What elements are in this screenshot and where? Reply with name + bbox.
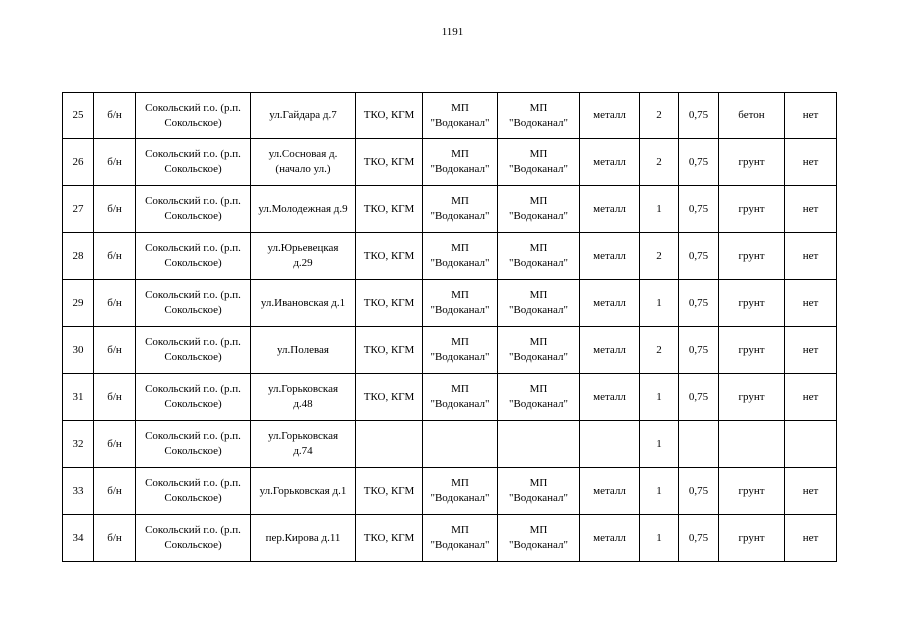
address-cell: ул.Юрьевецкая д.29: [251, 233, 356, 280]
registry-table: [62, 92, 837, 562]
container-count-cell: 1: [640, 421, 679, 468]
registry-number-cell: б/н: [94, 139, 136, 186]
address-cell: ул.Горьковская д.1: [251, 468, 356, 515]
container-material-cell: металл: [580, 515, 640, 562]
container-volume-cell: [679, 421, 719, 468]
fence-cell: нет: [785, 374, 837, 421]
page-number: 1191: [441, 26, 464, 38]
registry-number-cell: б/н: [94, 515, 136, 562]
municipality-cell: Сокольский г.о. (р.п. Сокольское): [136, 233, 251, 280]
container-material-cell: [580, 421, 640, 468]
owner-cell: МП "Водоканал": [423, 233, 498, 280]
operator-cell: МП "Водоканал": [498, 468, 580, 515]
owner-cell: МП "Водоканал": [423, 186, 498, 233]
registry-number-cell: б/н: [94, 280, 136, 327]
container-volume-cell: 0,75: [679, 233, 719, 280]
container-count-cell: 1: [640, 374, 679, 421]
address-cell: ул.Горьковская д.74: [251, 421, 356, 468]
container-material-cell: металл: [580, 374, 640, 421]
container-volume-cell: 0,75: [679, 327, 719, 374]
container-material-cell: металл: [580, 327, 640, 374]
registry-number-cell: б/н: [94, 327, 136, 374]
fence-cell: нет: [785, 327, 837, 374]
address-cell: ул.Горьковская д.48: [251, 374, 356, 421]
container-count-cell: 2: [640, 93, 679, 139]
container-count-cell: 2: [640, 327, 679, 374]
owner-cell: [423, 421, 498, 468]
row-number-cell: 26: [63, 139, 94, 186]
container-count-cell: 1: [640, 515, 679, 562]
owner-cell: МП "Водоканал": [423, 93, 498, 139]
operator-cell: МП "Водоканал": [498, 233, 580, 280]
container-volume-cell: 0,75: [679, 468, 719, 515]
operator-cell: МП "Водоканал": [498, 374, 580, 421]
municipality-cell: Сокольский г.о. (р.п. Сокольское): [136, 280, 251, 327]
fence-cell: нет: [785, 233, 837, 280]
container-count-cell: 2: [640, 139, 679, 186]
surface-type-cell: [719, 421, 785, 468]
operator-cell: МП "Водоканал": [498, 139, 580, 186]
table-body: [63, 93, 837, 562]
waste-type-cell: ТКО, КГМ: [356, 468, 423, 515]
operator-cell: МП "Водоканал": [498, 280, 580, 327]
container-volume-cell: 0,75: [679, 186, 719, 233]
municipality-cell: Сокольский г.о. (р.п. Сокольское): [136, 93, 251, 139]
address-cell: пер.Кирова д.11: [251, 515, 356, 562]
container-volume-cell: 0,75: [679, 280, 719, 327]
table-row: [63, 468, 837, 515]
operator-cell: МП "Водоканал": [498, 515, 580, 562]
row-number-cell: 25: [63, 93, 94, 139]
row-number-cell: 30: [63, 327, 94, 374]
surface-type-cell: грунт: [719, 186, 785, 233]
waste-type-cell: ТКО, КГМ: [356, 93, 423, 139]
row-number-cell: 29: [63, 280, 94, 327]
row-number-cell: 34: [63, 515, 94, 562]
address-cell: ул.Гайдара д.7: [251, 93, 356, 139]
operator-cell: МП "Водоканал": [498, 93, 580, 139]
waste-type-cell: [356, 421, 423, 468]
waste-type-cell: ТКО, КГМ: [356, 374, 423, 421]
registry-number-cell: б/н: [94, 421, 136, 468]
municipality-cell: Сокольский г.о. (р.п. Сокольское): [136, 421, 251, 468]
container-count-cell: 1: [640, 186, 679, 233]
fence-cell: нет: [785, 280, 837, 327]
container-volume-cell: 0,75: [679, 139, 719, 186]
container-material-cell: металл: [580, 233, 640, 280]
table-row: [63, 139, 837, 186]
row-number-cell: 32: [63, 421, 94, 468]
container-count-cell: 2: [640, 233, 679, 280]
surface-type-cell: грунт: [719, 280, 785, 327]
waste-type-cell: ТКО, КГМ: [356, 139, 423, 186]
container-material-cell: металл: [580, 93, 640, 139]
operator-cell: [498, 421, 580, 468]
waste-type-cell: ТКО, КГМ: [356, 327, 423, 374]
fence-cell: нет: [785, 515, 837, 562]
waste-type-cell: ТКО, КГМ: [356, 515, 423, 562]
container-count-cell: 1: [640, 468, 679, 515]
municipality-cell: Сокольский г.о. (р.п. Сокольское): [136, 139, 251, 186]
fence-cell: нет: [785, 186, 837, 233]
container-volume-cell: 0,75: [679, 93, 719, 139]
owner-cell: МП "Водоканал": [423, 468, 498, 515]
fence-cell: [785, 421, 837, 468]
registry-number-cell: б/н: [94, 233, 136, 280]
municipality-cell: Сокольский г.о. (р.п. Сокольское): [136, 468, 251, 515]
municipality-cell: Сокольский г.о. (р.п. Сокольское): [136, 327, 251, 374]
owner-cell: МП "Водоканал": [423, 139, 498, 186]
waste-type-cell: ТКО, КГМ: [356, 186, 423, 233]
container-material-cell: металл: [580, 280, 640, 327]
table-row: [63, 327, 837, 374]
registry-number-cell: б/н: [94, 468, 136, 515]
table-row: [63, 515, 837, 562]
fence-cell: нет: [785, 139, 837, 186]
municipality-cell: Сокольский г.о. (р.п. Сокольское): [136, 186, 251, 233]
surface-type-cell: грунт: [719, 327, 785, 374]
table-row: [63, 374, 837, 421]
container-count-cell: 1: [640, 280, 679, 327]
container-volume-cell: 0,75: [679, 374, 719, 421]
container-material-cell: металл: [580, 139, 640, 186]
owner-cell: МП "Водоканал": [423, 374, 498, 421]
table-row: [63, 93, 837, 139]
registry-number-cell: б/н: [94, 186, 136, 233]
row-number-cell: 31: [63, 374, 94, 421]
address-cell: ул.Молодежная д.9: [251, 186, 356, 233]
operator-cell: МП "Водоканал": [498, 186, 580, 233]
waste-type-cell: ТКО, КГМ: [356, 233, 423, 280]
owner-cell: МП "Водоканал": [423, 327, 498, 374]
table-row: [63, 186, 837, 233]
waste-type-cell: ТКО, КГМ: [356, 280, 423, 327]
fence-cell: нет: [785, 93, 837, 139]
operator-cell: МП "Водоканал": [498, 327, 580, 374]
table-row: [63, 280, 837, 327]
address-cell: ул.Ивановская д.1: [251, 280, 356, 327]
owner-cell: МП "Водоканал": [423, 515, 498, 562]
address-cell: ул.Сосновая д. (начало ул.): [251, 139, 356, 186]
container-volume-cell: 0,75: [679, 515, 719, 562]
surface-type-cell: грунт: [719, 515, 785, 562]
municipality-cell: Сокольский г.о. (р.п. Сокольское): [136, 374, 251, 421]
surface-type-cell: грунт: [719, 374, 785, 421]
fence-cell: нет: [785, 468, 837, 515]
row-number-cell: 28: [63, 233, 94, 280]
surface-type-cell: грунт: [719, 468, 785, 515]
municipality-cell: Сокольский г.о. (р.п. Сокольское): [136, 515, 251, 562]
owner-cell: МП "Водоканал": [423, 280, 498, 327]
container-material-cell: металл: [580, 186, 640, 233]
table-row: [63, 421, 837, 468]
row-number-cell: 27: [63, 186, 94, 233]
surface-type-cell: грунт: [719, 233, 785, 280]
registry-number-cell: б/н: [94, 93, 136, 139]
surface-type-cell: бетон: [719, 93, 785, 139]
surface-type-cell: грунт: [719, 139, 785, 186]
table-row: [63, 233, 837, 280]
address-cell: ул.Полевая: [251, 327, 356, 374]
registry-number-cell: б/н: [94, 374, 136, 421]
container-material-cell: металл: [580, 468, 640, 515]
row-number-cell: 33: [63, 468, 94, 515]
